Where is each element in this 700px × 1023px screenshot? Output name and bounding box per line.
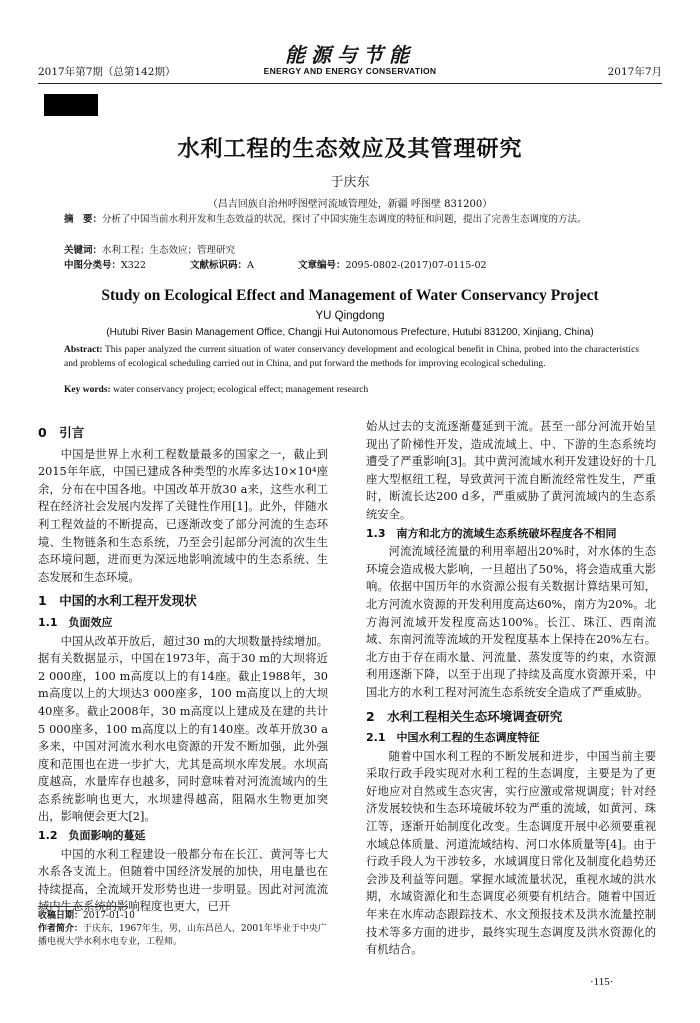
paragraph: 中国是世界上水利工程数量最多的国家之一，截止到2015年年底，中国已建成各种类型的水库多达10×10⁴座余，分布在中国各地。中国改革开放30 a来，这些水利工程在经济社会发展内发挥了关键性作用[1]。此外，伴随水利工程效益的不断提高，已逐渐改变了部分河流的生态环境、生物链条和生态系统，乃至会引起部分河流的次生生态环境问题，进而更为深远地影响流域中的生态系统、生态发展和生态环境。	[38, 447, 328, 584]
right-column	[366, 418, 656, 959]
article-value: 2095-0802-(2017)07-0115-02	[345, 260, 487, 271]
header-rule	[38, 83, 662, 84]
abstract-label: 摘 要：	[64, 214, 103, 225]
keywords-label: 关键词：	[64, 245, 103, 256]
doc-value: A	[247, 260, 254, 271]
abstract-en-label: Abstract:	[64, 345, 103, 355]
section-2-1-heading: 2.1 中国水利工程的生态调度特征	[366, 731, 540, 745]
page-number: ·115·	[590, 976, 614, 988]
section-1-1-heading: 1.1 负面效应	[38, 615, 113, 629]
paragraph: 中国从改革开放后，超过30 m的大坝数量持续增加。据有关数据显示，中国在1973年，高于30 m的大坝将近2 000座，100 m高度以上的有14座。截止1988年，30 m高度以上的大坝达3 000座多，100 m高度以上的大坝40座多。截止2008年，30 m高度以上建成及在建的共计5 000座多，100 m高度以上的有140座。改革开放30 a多来，中国对河流水利水电资源的开发不断加强，此外强度和范围也在进一步扩大，尤其是高坝水库发展。水坝高度越高，水量库存也越多，同时意味着对河流流域内的生态系统影响也更大，水坝建得越高，阻隔水生物更加突出，影响便会更大[2]。	[38, 634, 328, 824]
keywords-en-label: Key words:	[64, 385, 111, 395]
article-label: 文章编号：	[297, 260, 346, 271]
author-bio	[38, 923, 328, 949]
clc-value: X322	[121, 260, 146, 271]
abstract-en	[64, 344, 639, 371]
affiliation: （昌吉回族自治州呼图壁河流域管理处，新疆 呼图壁 831200）	[207, 199, 493, 210]
section-1-3-heading: 1.3 南方和北方的流域生态系统破坏程度各不相同	[366, 526, 617, 540]
classification-line	[64, 259, 644, 273]
left-column	[38, 418, 328, 916]
section-2-heading: 2 水利工程相关生态环境调查研究	[366, 708, 563, 724]
paper-title: 水利工程的生态效应及其管理研究	[177, 137, 523, 162]
section-0-heading: 0 引言	[38, 425, 85, 440]
keywords-text: 水利工程；生态效应；管理研究	[102, 245, 236, 256]
bio-text: 于庆东，1967年生，男，山东昌邑人，2001年毕业于中央广播电视大学水利水电专业，工程师。	[38, 924, 327, 947]
paragraph: 始从过去的支流逐渐蔓延到干流。甚至一部分河流开始呈现出了阶梯性开发，造成流域上、中、下游的生态系统均遭受了严重影响[3]。其中黄河流域水利开发建设好的十几座大型枢纽工程，导致黄河干流自断流经常性发生，严重时，断流长达200 d多，严重威胁了黄河流域内的生态系统安全。	[366, 420, 656, 521]
paragraph: 中国的水利工程建设一般都分布在长江、黄河等七大水系各支流上。但随着中国经济发展的加快，用电量也在持续提高，全流域开发形势也进一步明显。因此对河流流域内生态系统的影响程度也更大，已开	[38, 847, 328, 914]
bio-label: 作者简介：	[38, 924, 84, 934]
journal-title-zh: 能源与节能	[285, 43, 415, 67]
section-1-heading: 1 中国的水利工程开发现状	[38, 593, 197, 609]
abstract-text: 分析了中国当前水利开发和生态效益的状况，探讨了中国实施生态调度的特征和问题，提出了完善生态调度的方法。	[102, 214, 587, 225]
keywords-zh	[64, 244, 644, 258]
keywords-en	[64, 385, 639, 395]
author: 于庆东	[330, 175, 370, 190]
received-value: 2017-01-10	[83, 911, 135, 921]
footnote-rule	[38, 906, 128, 907]
footnote	[38, 910, 328, 949]
issue-date: 2017年7月	[607, 66, 662, 78]
keywords-en-text: water conservancy project; ecological effect; management research	[113, 385, 369, 395]
author-en: YU Qingdong	[315, 310, 385, 322]
paper-title-en: Study on Ecological Effect and Management of Water Conservancy Project	[101, 287, 599, 304]
affiliation-en: (Hutubi River Basin Management Office, Changji Hui Autonomous Prefecture, Hutubi 831200, Xinjiang, China)	[106, 327, 594, 338]
doc-label: 文献标识码：	[189, 260, 247, 271]
redaction-block	[44, 94, 98, 116]
journal-masthead	[0, 44, 700, 76]
paragraph: 河流流域径流量的利用率超出20%时，对水体的生态环境会造成极大影响，一旦超出了50%，将会造成重大影响。依据中国历年的水资源公报有关数据计算结果可知，北方河流水资源的开发利用度高达60%，南方为20%。北方海河流域开发程度高达100%。长江、珠江、西南流域、东南河流等流域的开发程度基本上保持在20%左右。北方由于存在雨水量、河流量、蒸发度等的约束，水资源利用逐渐下降，以至于出现了持续及高度水资源开采，中国北方的水利工程对河流生态系统安全造成了严重威胁。	[366, 545, 656, 699]
received-date	[38, 910, 328, 923]
paragraph: 随着中国水利工程的不断发展和进步，中国当前主要采取行政手段实现对水利工程的生态调度，主要是为了更好地应对自然或生态灾害，实行应激或常规调度；针对经济发展较快和生态环境破坏较为严重的流域，如黄河、珠江等，逐渐开始制度化改变。生态调度开展中必须要重视水域总体质量、河道流域结构、河口水体质量等[4]。由于行政手段人为干涉较多，水域调度日常化及制度化趋势还会涉及利益等问题。掌握水域流量状况，重视水域的洪水期，水域资源化和生态调度必须要有机结合。随着中国近年来在水库动态跟踪技术、水文预报技术及洪水流量控制技术等多方面的进步，最终实现生态调度及洪水资源化的有机结合。	[366, 749, 656, 957]
section-1-2-heading: 1.2 负面影响的蔓延	[38, 829, 146, 843]
abstract-zh	[64, 213, 644, 227]
clc-label: 中图分类号：	[64, 260, 122, 271]
journal-title-en: ENERGY AND ENERGY CONSERVATION	[263, 66, 437, 76]
abstract-en-text: This paper analyzed the current situation of water conservancy development and ecological benefit in China, probed into the characteristics and problems of ecological scheduling carried out in China, and put forward the methods for improving ecological scheduling.	[64, 345, 639, 369]
issue-info: 2017年第7期（总第142期）	[38, 66, 176, 78]
received-label: 收稿日期：	[38, 911, 84, 921]
